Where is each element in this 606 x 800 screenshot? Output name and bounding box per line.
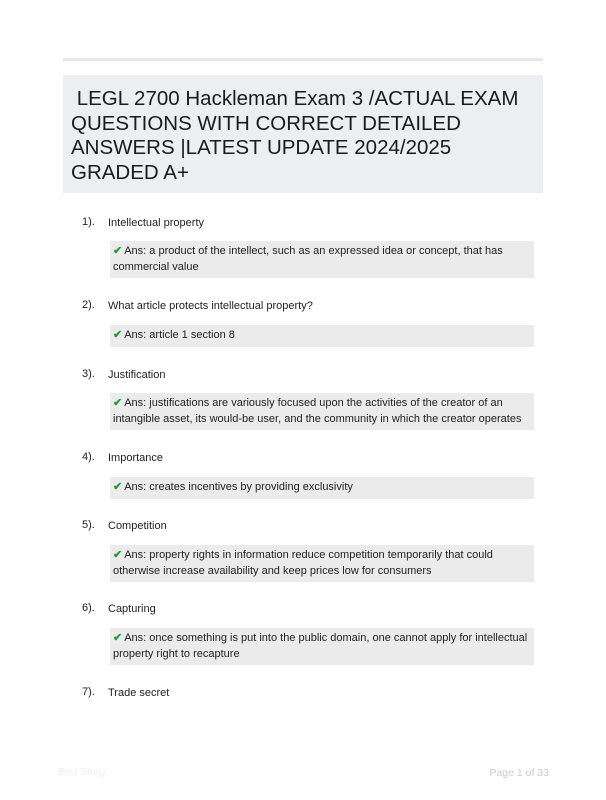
- question-text: Competition: [108, 520, 167, 532]
- footer-watermark: Best Study: [58, 767, 107, 778]
- question-text: Trade secret: [108, 687, 170, 699]
- answer-text: Ans: a product of the intellect, such as an expressed idea or concept, that has commercial value: [113, 245, 503, 273]
- check-icon: ✔: [113, 549, 123, 561]
- answer-box: [110, 477, 534, 499]
- answer-box: [110, 241, 534, 278]
- answer-text: Ans: creates incentives by providing exclusivity: [124, 481, 353, 493]
- answer-box: [110, 628, 534, 665]
- answer-text: Ans: property rights in information reduce competition temporarily that could otherwise increase availability and keep prices low for consumers: [113, 549, 493, 577]
- answer-text: Ans: once something is put into the public domain, one cannot apply for intellectual property right to recapture: [113, 632, 528, 660]
- answer-box: [110, 545, 534, 582]
- question-text: Justification: [108, 369, 166, 381]
- question-number: 1).: [82, 216, 95, 228]
- answer-box: [110, 325, 534, 347]
- question-number: 6).: [82, 602, 95, 614]
- question-text: Importance: [108, 452, 164, 464]
- question-text: Intellectual property: [108, 217, 204, 229]
- question-number: 2).: [82, 299, 95, 311]
- question-number: 7).: [82, 686, 95, 698]
- document-title: LEGL 2700 Hackleman Exam 3 /ACTUAL EXAM QUESTIONS WITH CORRECT DETAILED ANSWERS |LATEST UPDATE 2024/2025 GRADED A+: [71, 87, 525, 184]
- answer-box: [110, 393, 534, 430]
- title-banner: [63, 75, 543, 193]
- question-text: Capturing: [108, 603, 156, 615]
- check-icon: ✔: [113, 329, 123, 341]
- answer-text: Ans: article 1 section 8: [124, 329, 235, 341]
- check-icon: ✔: [113, 481, 123, 493]
- top-divider: [63, 58, 543, 61]
- check-icon: ✔: [113, 245, 123, 257]
- check-icon: ✔: [113, 632, 123, 644]
- question-number: 3).: [82, 368, 95, 380]
- question-text: What article protects intellectual property?: [108, 300, 313, 312]
- page-indicator: Page 1 of 33: [489, 767, 549, 779]
- question-number: 5).: [82, 519, 95, 531]
- question-number: 4).: [82, 451, 95, 463]
- answer-text: Ans: justifications are variously focused upon the activities of the creator of an intangible asset, its would-be user, and the community in which the creator operates: [113, 397, 522, 425]
- check-icon: ✔: [113, 397, 123, 409]
